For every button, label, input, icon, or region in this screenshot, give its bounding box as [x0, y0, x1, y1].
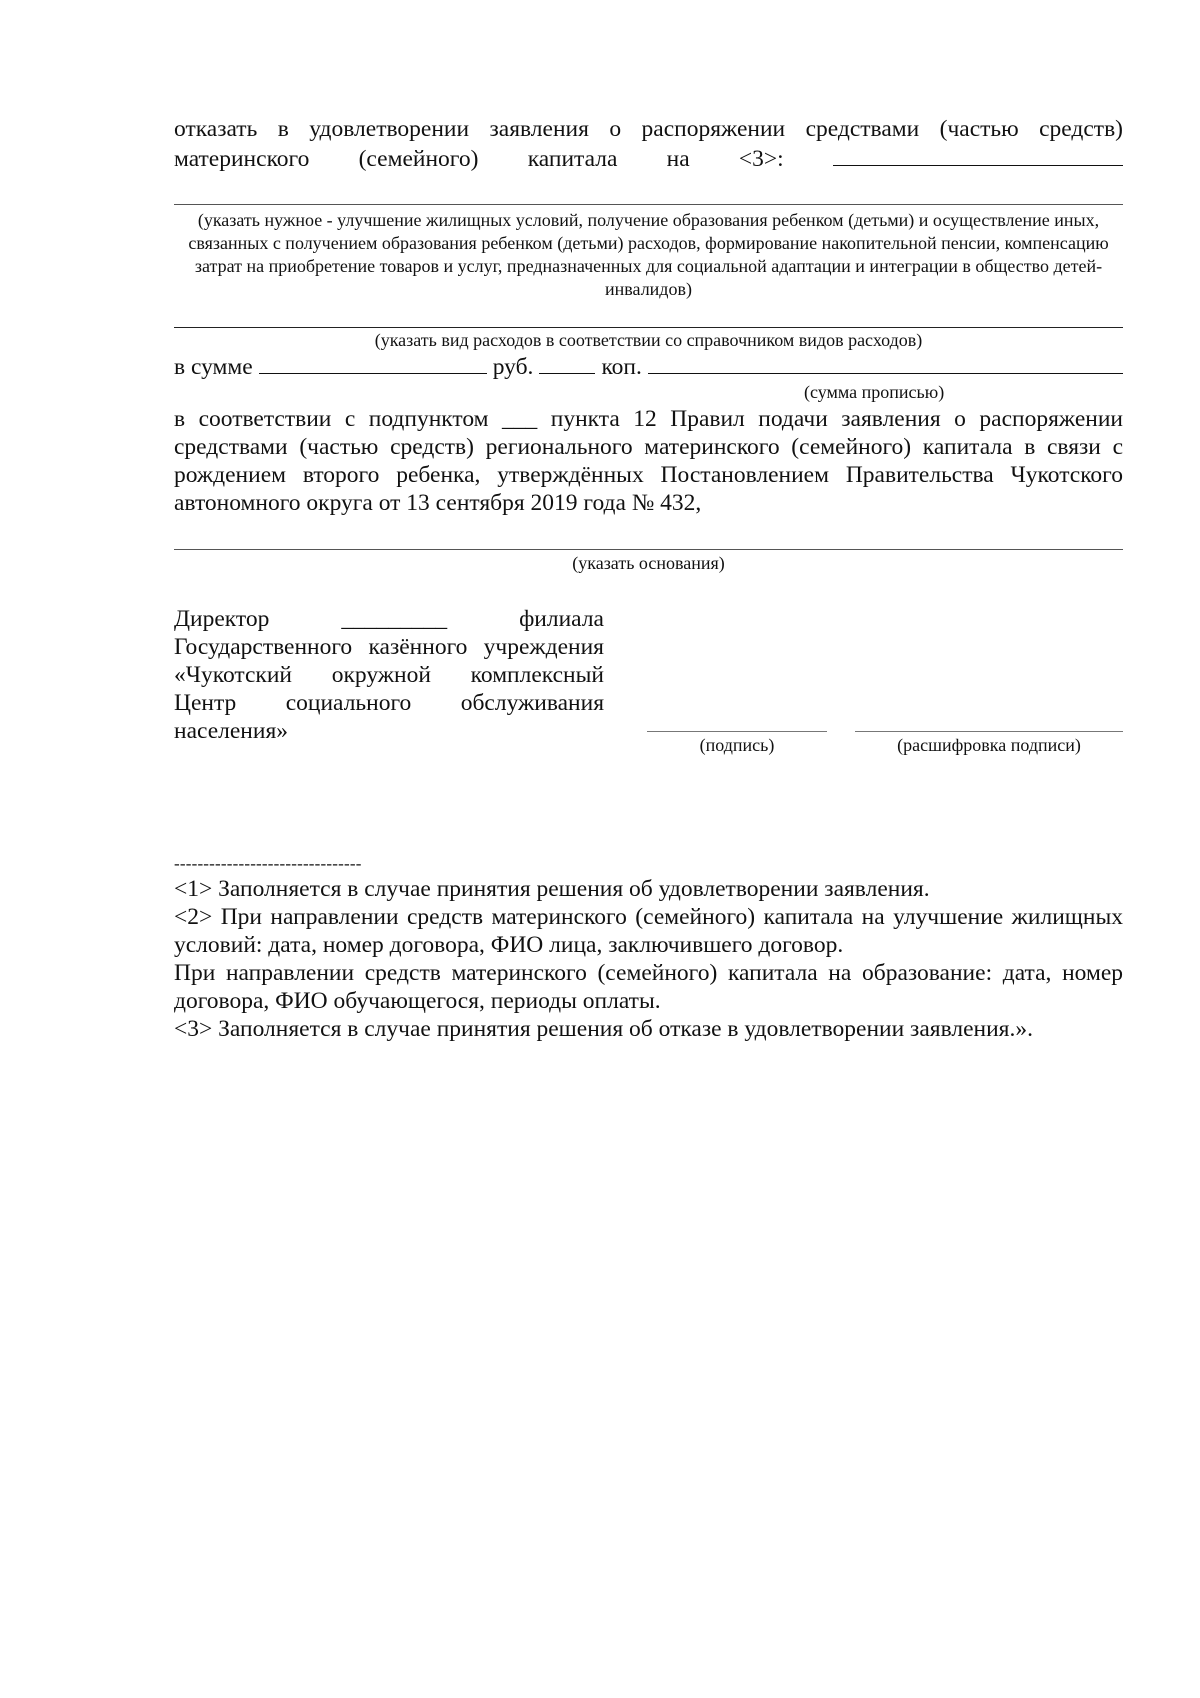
word-maternal: материнского: [174, 146, 310, 172]
sum-kop-blank: [539, 351, 595, 374]
signature-field: [647, 731, 827, 757]
director-branch: филиала: [519, 606, 604, 632]
footnote-1: <1> Заполняется в случае принятия решения об удовлетворении заявления.: [174, 876, 930, 902]
sum-words-hint: (сумма прописью): [804, 382, 945, 402]
director-title: [174, 605, 604, 757]
expense-rule: [174, 327, 1123, 328]
basis-paragraph: в соответствии с подпунктом ___ пункта 12 Правил подачи заявления о распоряжении средствами (частью средств) регионального материнского (семейного) капитала в связи с рождением второго ребенка, утверждённых Постановлением Правительства Чукотского автономного округа от 13 сентября 2019 года № 432,: [174, 406, 1123, 516]
decoding-hint: (расшифровка подписи): [897, 735, 1081, 755]
footnotes: [174, 853, 1123, 1043]
sum-words-blank: [648, 351, 1123, 374]
footnote-2-continued: При направлении средств материнского (семейного) капитала на образование: дата, номер договора, ФИО обучающегося, периоды оплаты.: [174, 960, 1123, 1014]
footnote-separator: --------------------------------: [174, 854, 362, 873]
director-line: [174, 605, 604, 633]
decoding-field: [855, 731, 1123, 757]
footnote-ref-3: <3>:: [738, 146, 784, 172]
basis-hint: (указать основания): [572, 553, 725, 573]
purpose-blank: [833, 143, 1123, 166]
sum-kop-label: коп.: [601, 354, 642, 380]
footnote-2: <2> При направлении средств материнского (семейного) капитала на улучшение жилищных условий: дата, номер договора, ФИО лица, заключившего договор.: [174, 904, 1123, 958]
basis-rule: [174, 549, 1123, 550]
document-page: [174, 115, 1123, 1043]
refusal-line-1: отказать в удовлетворении заявления о распоряжении средствами (частью средств): [174, 116, 1123, 142]
signature-block: [174, 605, 1123, 757]
purpose-rule: [174, 204, 1123, 205]
org-line-2: «Чукотский окружной комплексный: [174, 662, 604, 688]
director-blank: _________: [341, 606, 448, 632]
purpose-hint: (указать нужное - улучшение жилищных условий, получение образования ребенком (детьми) и осуществление иных, связанных с получением образования ребенком (детьми) расходов, формирование накопительной пенсии, компенсацию затрат на приобретение товаров и услуг, предназначенных для социальной адаптации и интеграции в общество детей-инвалидов): [188, 210, 1109, 299]
word-capital: капитала: [527, 146, 618, 172]
signature-fields: [647, 605, 1123, 757]
org-line-4: населения»: [174, 718, 289, 744]
sum-row: [174, 351, 1123, 381]
word-for: на: [666, 146, 690, 172]
word-family: (семейного): [358, 146, 479, 172]
signature-hint: (подпись): [699, 735, 775, 755]
sum-rub-label: руб.: [492, 354, 534, 380]
refusal-line-2: [174, 143, 1123, 173]
expense-hint: (указать вид расходов в соответствии со справочником видов расходов): [374, 330, 923, 350]
sum-prefix: в сумме: [174, 354, 253, 380]
director-word: Директор: [174, 606, 270, 632]
footnote-3: <3> Заполняется в случае принятия решения об отказе в удовлетворении заявления.».: [174, 1016, 1033, 1042]
sum-rub-blank: [259, 351, 487, 374]
org-line-1: Государственного казённого учреждения: [174, 634, 604, 660]
org-line-3: Центр социального обслуживания: [174, 690, 604, 716]
